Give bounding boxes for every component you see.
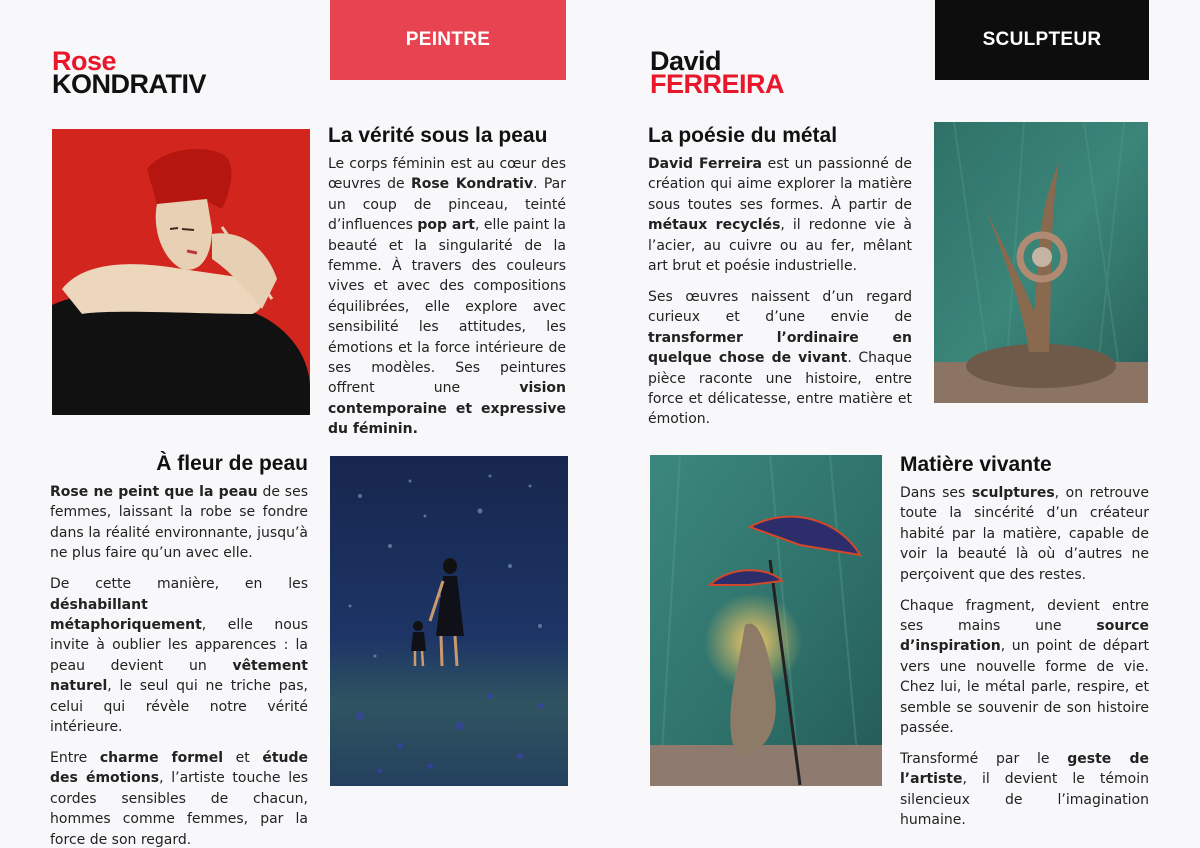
painting-night-figures-image: [330, 456, 568, 786]
text: , un point de départ vers une nouvelle forme de vie. Chez lui, le métal parle, respire, et semble se souvenir de son histoire passée.: [900, 638, 1149, 736]
text: , il devient le témoin silencieux de l’imagination humaine.: [900, 771, 1149, 829]
sculpture-lamp-image: [650, 455, 882, 786]
section-text-matiere: [900, 483, 1149, 841]
text-bold: métaux recyclés: [648, 217, 781, 234]
text-bold: Rose ne peint que la peau: [50, 484, 258, 500]
section-title-poesie: La poésie du métal: [648, 124, 838, 147]
section-text-verite: [328, 154, 566, 450]
tag-sculpteur: [935, 0, 1149, 80]
text: , on retrouve toute la sincérité d’un créateur habité par la matière, capable de voir la beauté là où d’autres ne perçoivent que des restes.: [900, 485, 1149, 583]
text: Chaque fragment, devient entre ses mains une: [900, 597, 1149, 634]
section-text-poesie: [648, 154, 912, 440]
text: . Par un coup de pinceau, teinté d’influences: [328, 176, 566, 234]
tag-peintre-label: PEINTRE: [405, 29, 491, 50]
artist-first-name-david: David: [650, 46, 722, 76]
text-bold: vision contemporaine et expressive du féminin.: [328, 380, 566, 438]
text-bold: étude des émotions: [50, 749, 308, 787]
text: De cette manière, en les: [50, 576, 308, 593]
text: Transformé par le: [900, 750, 1068, 767]
text: , il redonne vie à l’acier, au cuivre ou au fer, mêlant art brut et poésie industrielle.: [648, 217, 912, 275]
sculpture-driftwood-ring-image: [934, 122, 1148, 403]
section-text-fleur: [50, 482, 308, 848]
section-title-matiere: Matière vivante: [900, 453, 1052, 476]
tag-peintre: [330, 0, 566, 80]
text-bold: Rose Kondrativ: [410, 176, 534, 193]
text-bold: vêtement naturel: [50, 657, 308, 695]
text-bold: déshabillant métaphoriquement: [50, 596, 202, 633]
text: Dans ses: [900, 485, 972, 501]
text-bold: David Ferreira: [648, 156, 763, 172]
text: de ses femmes, laissant la robe se fondre dans la réalité environnante, jusqu’à ne plus faire qu’un avec elle.: [50, 484, 308, 562]
text: , le seul qui ne triche pas, celui qui révèle notre vérité intérieure.: [50, 678, 308, 735]
text-bold: pop art: [417, 217, 475, 234]
artist-last-name-kondrativ: KONDRATIV: [52, 69, 206, 99]
text: . Chaque pièce raconte une histoire, entre force et délicatesse, entre matière et émotion.: [648, 350, 912, 428]
text: Entre: [50, 749, 100, 766]
text: , elle paint la beauté et la singularité de la femme. À travers des couleurs vives et avec des compositions équilibrées, elle explore avec sensibilité les attitudes, les émotions et la force intérieure de ses modèles. Ses peintures offrent une: [328, 217, 566, 397]
text: , elle nous invite à oublier les apparences : la peau devient un: [50, 616, 308, 674]
text-bold: transformer l’ordinaire en quelque chose de vivant: [648, 329, 912, 367]
text-bold: sculptures: [971, 485, 1055, 501]
section-title-fleur: À fleur de peau: [156, 452, 308, 475]
painting-woman-red-image: [52, 129, 310, 415]
text: et: [223, 749, 263, 766]
text-bold: geste de l’artiste: [900, 750, 1150, 788]
section-title-verite: La vérité sous la peau: [328, 124, 548, 147]
text-bold: charme formel: [99, 749, 224, 766]
text: Ses œuvres naissent d’un regard curieux et d’une envie de: [648, 288, 912, 326]
artist-first-name-rose: Rose: [52, 46, 117, 76]
text: est un passionné de création qui aime explorer la matière sous toutes ses formes. À partir de: [648, 156, 913, 213]
text-bold: source d’inspiration: [900, 617, 1149, 655]
text: , l’artiste touche les cordes sensibles de chacun, hommes comme femmes, par la force de son regard.: [50, 770, 308, 848]
text: Le corps féminin est au cœur des œuvres de: [328, 156, 566, 193]
tag-sculpteur-label: SCULPTEUR: [982, 29, 1102, 50]
artist-last-name-ferreira: FERREIRA: [650, 69, 785, 99]
